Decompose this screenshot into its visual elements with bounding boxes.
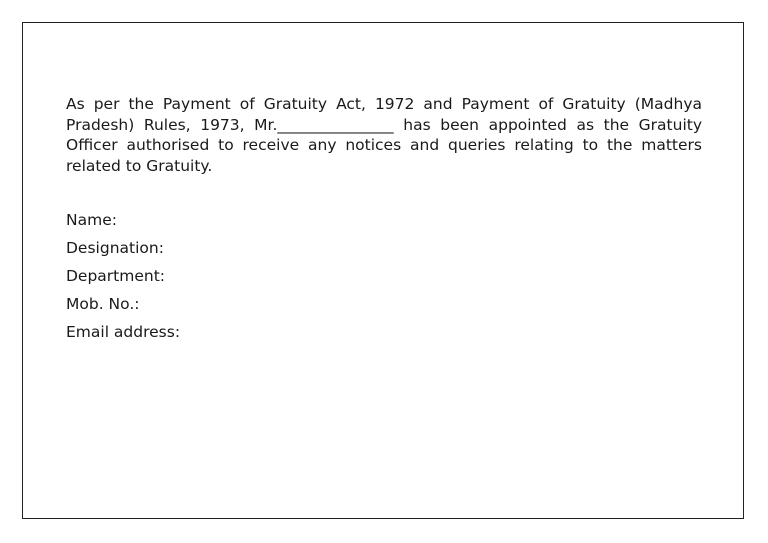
designation-field-label: Designation: (66, 239, 164, 257)
notice-paragraph: As per the Payment of Gratuity Act, 1972 and Payment of Gratuity (Madhya Pradesh) Rules, 1973, Mr._______________ has been appointed as the Gratuity Officer authorised to receive any notices and queries relating to the matters related to Gratuity. (66, 95, 702, 175)
department-field-label: Department: (66, 267, 166, 285)
email-address-field-label: Email address: (66, 323, 181, 341)
mobile-number-field-label: Mob. No.: (66, 295, 140, 313)
name-field-label: Name: (66, 211, 117, 229)
notice-box (22, 22, 744, 519)
officer-details-list (66, 210, 180, 350)
